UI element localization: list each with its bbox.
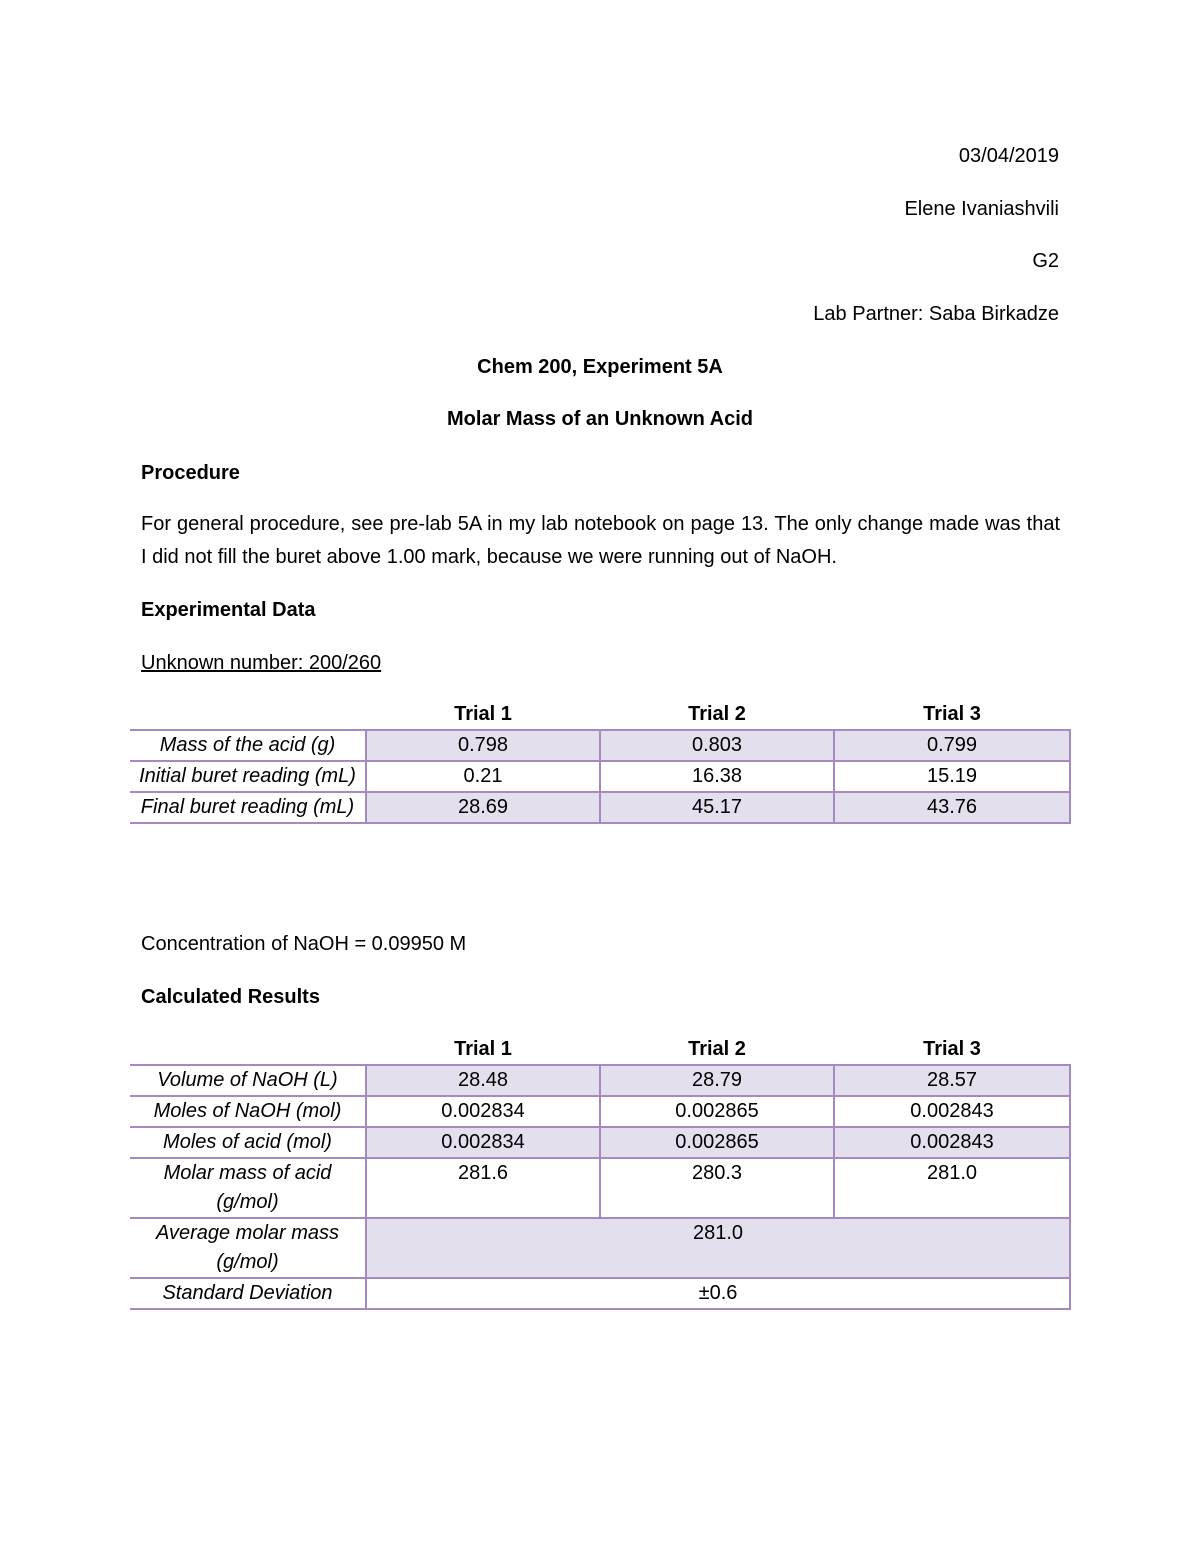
cell-value: 281.6: [366, 1158, 600, 1218]
header-empty: [130, 1035, 366, 1065]
cell-value: 16.38: [600, 761, 834, 792]
row-label: Standard Deviation: [130, 1278, 366, 1309]
course-title: Chem 200, Experiment 5A: [477, 356, 723, 378]
std-dev-row: [130, 1278, 1070, 1309]
cell-value: 0.002865: [600, 1096, 834, 1127]
cell-value: 280.3: [600, 1158, 834, 1218]
cell-value: 0.002843: [834, 1096, 1070, 1127]
unknown-number: Unknown number: 200/260: [141, 652, 382, 674]
header-empty: [130, 700, 366, 730]
row-label: Moles of NaOH (mol): [130, 1096, 366, 1127]
cell-value: 0.002865: [600, 1127, 834, 1158]
table-row: [130, 1127, 1070, 1158]
procedure-text: For general procedure, see pre-lab 5A in my lab notebook on page 13. The only change made was that I did not fill the buret above 1.00 mark, because we were running out of NaOH.: [141, 513, 1060, 568]
row-label: Molar mass of acid (g/mol): [130, 1158, 366, 1218]
cell-value: 0.803: [600, 730, 834, 761]
lab-partner: Lab Partner: Saba Birkadze: [813, 303, 1059, 325]
calculated-results-table: [130, 1035, 1071, 1310]
experimental-heading: Experimental Data: [141, 599, 316, 621]
cell-value: 45.17: [600, 792, 834, 823]
header-trial-2: Trial 2: [600, 1035, 834, 1065]
cell-value: 0.799: [834, 730, 1070, 761]
row-label: Volume of NaOH (L): [130, 1065, 366, 1096]
cell-value: 28.69: [366, 792, 600, 823]
calculated-heading: Calculated Results: [141, 986, 320, 1008]
cell-value: 0.002834: [366, 1096, 600, 1127]
naoh-concentration: Concentration of NaOH = 0.09950 M: [141, 933, 467, 955]
table-header-row: [130, 700, 1070, 730]
table-row: [130, 792, 1070, 823]
table-row: [130, 1158, 1070, 1218]
row-label: Average molar mass (g/mol): [130, 1218, 366, 1278]
row-label: Initial buret reading (mL): [130, 761, 366, 792]
std-dev-value: ±0.6: [366, 1278, 1070, 1309]
cell-value: 281.0: [834, 1158, 1070, 1218]
experimental-data-table: [130, 700, 1071, 824]
header-trial-1: Trial 1: [366, 700, 600, 730]
report-date: 03/04/2019: [958, 145, 1059, 167]
table-row: [130, 761, 1070, 792]
cell-value: 0.21: [366, 761, 600, 792]
student-name: Elene Ivaniashvili: [904, 198, 1059, 220]
cell-value: 28.48: [366, 1065, 600, 1096]
cell-value: 0.002834: [366, 1127, 600, 1158]
table-header-row: [130, 1035, 1070, 1065]
header-trial-3: Trial 3: [834, 1035, 1070, 1065]
cell-value: 28.57: [834, 1065, 1070, 1096]
cell-value: 43.76: [834, 792, 1070, 823]
experiment-title: Molar Mass of an Unknown Acid: [447, 408, 753, 430]
average-row: [130, 1218, 1070, 1278]
average-value: 281.0: [366, 1218, 1070, 1278]
table-row: [130, 730, 1070, 761]
header-trial-2: Trial 2: [600, 700, 834, 730]
cell-value: 0.798: [366, 730, 600, 761]
row-label: Final buret reading (mL): [130, 792, 366, 823]
header-trial-1: Trial 1: [366, 1035, 600, 1065]
row-label: Mass of the acid (g): [130, 730, 366, 761]
procedure-heading: Procedure: [141, 462, 240, 484]
header-trial-3: Trial 3: [834, 700, 1070, 730]
table-row: [130, 1096, 1070, 1127]
group-label: G2: [1032, 250, 1059, 272]
cell-value: 0.002843: [834, 1127, 1070, 1158]
cell-value: 28.79: [600, 1065, 834, 1096]
cell-value: 15.19: [834, 761, 1070, 792]
row-label: Moles of acid (mol): [130, 1127, 366, 1158]
table-row: [130, 1065, 1070, 1096]
